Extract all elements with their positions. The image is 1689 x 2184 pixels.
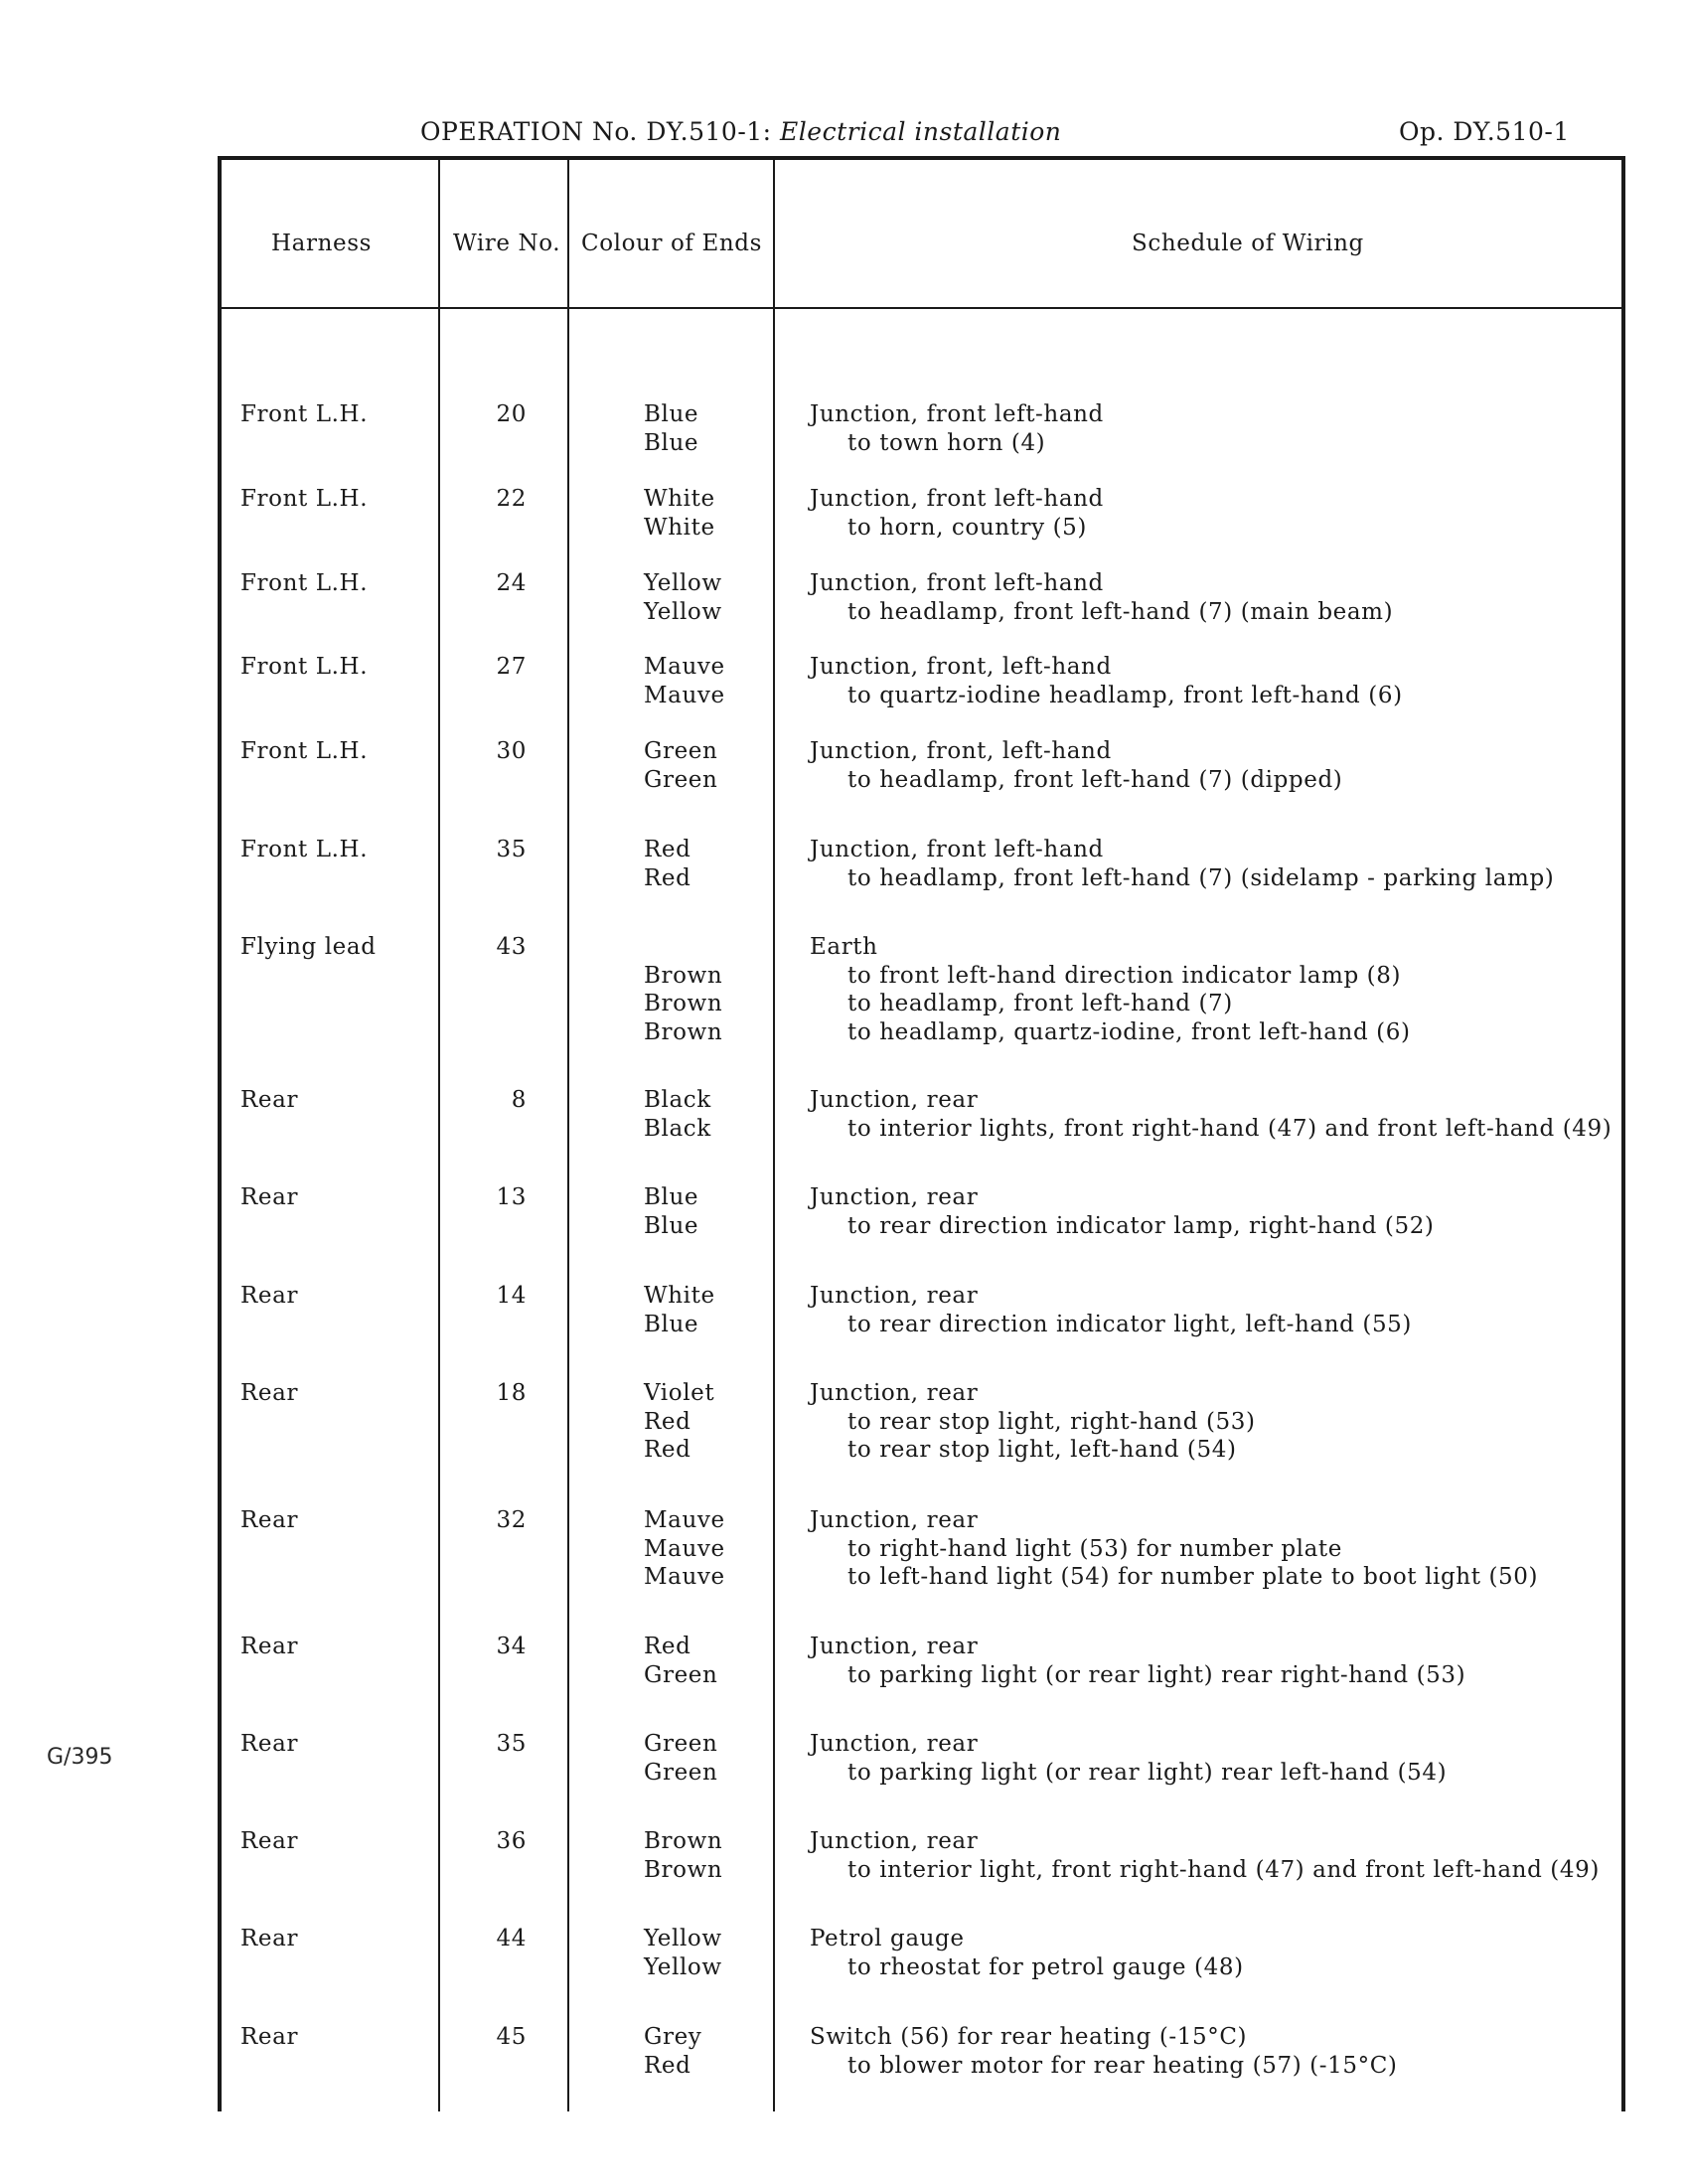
schedule-destination: to horn, country (5): [847, 514, 1087, 541]
schedule-destination: to rheostat for petrol gauge (48): [847, 1953, 1244, 1980]
schedule-source: Earth: [810, 934, 878, 960]
colour-end: Blue: [644, 429, 699, 456]
harness-cell: Flying lead: [240, 934, 377, 960]
schedule-source: Petrol gauge: [810, 1926, 965, 1951]
colour-end: White: [644, 486, 715, 512]
colour-cell: [644, 2023, 701, 2080]
colour-end: Violet: [644, 1380, 715, 1406]
schedule-destination: to headlamp, quartz-iodine, front left-hand (6): [847, 1018, 1411, 1045]
harness-cell: Rear: [240, 1184, 299, 1210]
colour-end: Yellow: [644, 1953, 722, 1980]
operation-name: Electrical installation: [780, 117, 1062, 146]
schedule-destination: to parking light (or rear light) rear right-hand (53): [847, 1661, 1466, 1688]
schedule-cell: [810, 1633, 1465, 1689]
schedule-source: Junction, rear: [810, 1828, 979, 1854]
harness-cell: Front L.H.: [240, 738, 369, 764]
colour-cell: [644, 836, 691, 892]
colour-cell: [644, 569, 722, 626]
schedule-cell: [810, 1730, 1447, 1787]
colour-end: Blue: [644, 1212, 699, 1239]
schedule-cell: [810, 653, 1403, 709]
colour-end: Yellow: [644, 570, 722, 596]
colour-cell: [644, 485, 715, 542]
schedule-source: Junction, rear: [810, 1507, 979, 1533]
colour-cell: [644, 1827, 722, 1884]
colour-end: Red: [644, 1634, 691, 1659]
colour-end: Mauve: [644, 682, 725, 708]
schedule-destination: to parking light (or rear light) rear left-hand (54): [847, 1759, 1448, 1786]
harness-cell: Rear: [240, 1634, 299, 1659]
schedule-cell: [810, 1925, 1244, 1981]
schedule-cell: [810, 1379, 1256, 1465]
schedule-source: Junction, front, left-hand: [810, 738, 1112, 764]
harness-cell: Rear: [240, 1087, 299, 1113]
wire-number-cell: 24: [496, 570, 527, 596]
schedule-source: Junction, rear: [810, 1283, 979, 1309]
colour-cell: [644, 1086, 711, 1143]
wire-number-cell: 35: [496, 837, 527, 862]
colour-end: Mauve: [644, 1535, 725, 1562]
schedule-cell: [810, 933, 1411, 1046]
colour-end: Brown: [644, 1018, 723, 1045]
schedule-destination: to right-hand light (53) for number plate: [847, 1535, 1342, 1562]
schedule-cell: [810, 1086, 1612, 1143]
schedule-destination: to headlamp, front left-hand (7) (sidelamp - parking lamp): [847, 864, 1555, 891]
harness-cell: Rear: [240, 1731, 299, 1757]
schedule-source: Junction, rear: [810, 1087, 979, 1113]
schedule-cell: [810, 1506, 1538, 1592]
column-header-harness: Harness: [271, 231, 372, 256]
colour-end: Blue: [644, 1311, 699, 1337]
schedule-cell: [810, 2023, 1397, 2080]
harness-cell: Front L.H.: [240, 486, 369, 512]
column-header-wire-no: Wire No.: [453, 231, 561, 256]
schedule-destination: to quartz-iodine headlamp, front left-hand (6): [847, 682, 1403, 708]
schedule-destination: to rear stop light, left-hand (54): [847, 1437, 1237, 1463]
wire-number-cell: 14: [496, 1283, 527, 1309]
colour-end: Red: [644, 1437, 691, 1463]
colour-end: White: [644, 1283, 715, 1309]
wire-number-cell: 45: [496, 2024, 527, 2050]
schedule-source: Switch (56) for rear heating (-15°C): [810, 2024, 1248, 2050]
colour-cell: [644, 933, 722, 1046]
schedule-source: Junction, front, left-hand: [810, 654, 1112, 680]
schedule-cell: [810, 1827, 1600, 1884]
colour-cell: [644, 737, 717, 794]
schedule-destination: to headlamp, front left-hand (7) (main beam): [847, 598, 1394, 625]
harness-cell: Front L.H.: [240, 570, 369, 596]
colour-end: Brown: [644, 991, 723, 1016]
wire-number-cell: 36: [496, 1828, 527, 1854]
colour-end: Green: [644, 1731, 718, 1757]
wire-number-cell: 30: [496, 738, 527, 764]
wire-number-cell: 22: [496, 486, 527, 512]
colour-cell: [644, 1183, 698, 1240]
schedule-destination: to interior light, front right-hand (47) and front left-hand (49): [847, 1856, 1600, 1883]
harness-cell: Front L.H.: [240, 837, 369, 862]
schedule-destination: to blower motor for rear heating (57) (-15°C): [847, 2052, 1398, 2079]
column-header-schedule: Schedule of Wiring: [1132, 231, 1364, 256]
colour-cell: [644, 1282, 715, 1338]
colour-cell: [644, 1379, 714, 1465]
schedule-cell: [810, 400, 1104, 457]
schedule-destination: to interior lights, front right-hand (47) and front left-hand (49): [847, 1115, 1612, 1142]
wire-number-cell: 13: [496, 1184, 527, 1210]
schedule-destination: to rear direction indicator light, left-hand (55): [847, 1311, 1412, 1337]
schedule-source: Junction, rear: [810, 1184, 979, 1210]
colour-cell: [644, 1925, 722, 1981]
operation-number: OPERATION No. DY.510-1:: [420, 117, 772, 146]
colour-end: Mauve: [644, 1564, 725, 1590]
colour-end: Green: [644, 766, 718, 793]
schedule-source: Junction, front left-hand: [810, 837, 1104, 862]
wire-number-cell: 43: [496, 934, 527, 960]
harness-cell: Rear: [240, 2024, 299, 2050]
schedule-cell: [810, 1282, 1412, 1338]
schedule-cell: [810, 569, 1393, 626]
colour-end: Yellow: [644, 598, 722, 625]
colour-end: Black: [644, 1087, 711, 1113]
schedule-destination: to headlamp, front left-hand (7) (dipped): [847, 766, 1343, 793]
colour-end: Brown: [644, 1828, 723, 1854]
wire-number-cell: 34: [496, 1634, 527, 1659]
operation-reference: Op. DY.510-1: [1399, 117, 1570, 146]
colour-end: Red: [644, 1408, 691, 1435]
schedule-cell: [810, 485, 1104, 542]
colour-end: Yellow: [644, 1926, 722, 1951]
colour-end: White: [644, 514, 715, 541]
schedule-cell: [810, 1183, 1435, 1240]
colour-end: Red: [644, 837, 691, 862]
schedule-source: Junction, rear: [810, 1380, 979, 1406]
harness-cell: Front L.H.: [240, 401, 369, 427]
colour-end: Red: [644, 864, 691, 891]
schedule-cell: [810, 836, 1554, 892]
schedule-destination: to rear direction indicator lamp, right-hand (52): [847, 1212, 1435, 1239]
schedule-destination: to front left-hand direction indicator lamp (8): [847, 962, 1402, 989]
schedule-source: Junction, rear: [810, 1731, 979, 1757]
colour-end: Grey: [644, 2024, 702, 2050]
colour-end: Blue: [644, 401, 699, 427]
schedule-source: Junction, rear: [810, 1634, 979, 1659]
colour-cell: [644, 1633, 717, 1689]
colour-end: [644, 933, 722, 962]
harness-cell: Front L.H.: [240, 654, 369, 680]
wire-number-cell: 35: [496, 1731, 527, 1757]
colour-cell: [644, 1730, 717, 1787]
colour-end: Black: [644, 1115, 711, 1142]
colour-end: Brown: [644, 1856, 723, 1883]
colour-end: Green: [644, 1759, 718, 1786]
schedule-destination: to left-hand light (54) for number plate to boot light (50): [847, 1564, 1539, 1590]
harness-cell: Rear: [240, 1380, 299, 1406]
wire-number-cell: 44: [496, 1926, 527, 1951]
schedule-destination: to headlamp, front left-hand (7): [847, 991, 1233, 1016]
wire-number-cell: 8: [511, 1087, 527, 1113]
schedule-source: Junction, front left-hand: [810, 401, 1104, 427]
wire-number-cell: 20: [496, 401, 527, 427]
schedule-source: Junction, front left-hand: [810, 570, 1104, 596]
schedule-destination: to rear stop light, right-hand (53): [847, 1408, 1256, 1435]
wire-number-cell: 18: [496, 1380, 527, 1406]
harness-cell: Rear: [240, 1926, 299, 1951]
colour-end: Red: [644, 2052, 691, 2079]
colour-end: Mauve: [644, 654, 725, 680]
page-side-reference: G/395: [47, 1745, 113, 1770]
colour-cell: [644, 653, 725, 709]
colour-end: Green: [644, 1661, 718, 1688]
schedule-source: Junction, front left-hand: [810, 486, 1104, 512]
colour-cell: [644, 400, 698, 457]
harness-cell: Rear: [240, 1283, 299, 1309]
colour-end: Mauve: [644, 1507, 725, 1533]
harness-cell: Rear: [240, 1507, 299, 1533]
colour-cell: [644, 1506, 725, 1592]
harness-cell: Rear: [240, 1828, 299, 1854]
colour-end: Green: [644, 738, 718, 764]
column-header-colour: Colour of Ends: [581, 231, 762, 256]
colour-end: Blue: [644, 1184, 699, 1210]
schedule-cell: [810, 737, 1342, 794]
wire-number-cell: 32: [496, 1507, 527, 1533]
schedule-destination: to town horn (4): [847, 429, 1046, 456]
colour-end: Brown: [644, 962, 723, 989]
wire-number-cell: 27: [496, 654, 527, 680]
